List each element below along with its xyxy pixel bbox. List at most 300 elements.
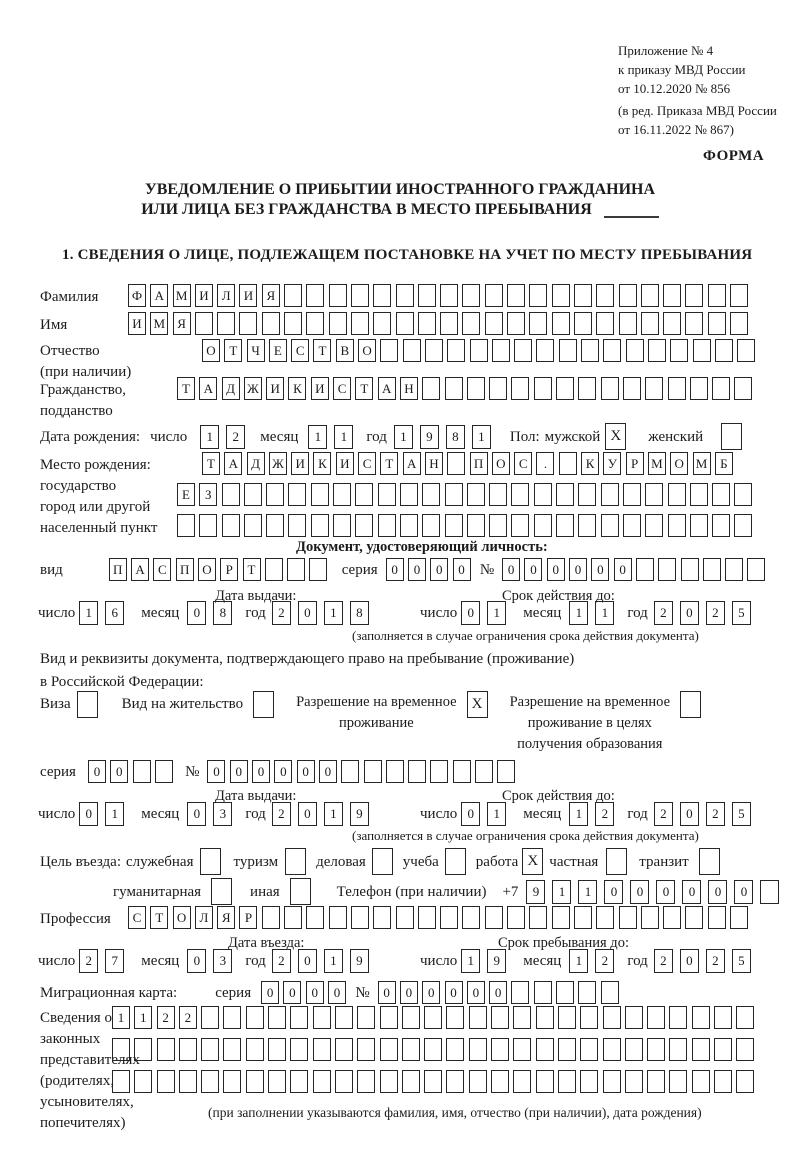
char-box[interactable] (424, 1006, 442, 1029)
char-box[interactable]: С (514, 452, 532, 475)
option-residence-permit-checkbox[interactable] (253, 691, 274, 718)
char-box[interactable] (485, 906, 503, 929)
char-box[interactable]: 1 (79, 601, 98, 625)
char-box[interactable] (364, 760, 382, 783)
char-box[interactable] (378, 514, 396, 537)
char-box[interactable]: 9 (350, 802, 369, 826)
char-box[interactable] (268, 1070, 286, 1093)
char-box[interactable]: 0 (400, 981, 418, 1004)
char-box[interactable] (262, 312, 280, 335)
char-box[interactable] (556, 377, 574, 400)
char-box[interactable]: И (195, 284, 213, 307)
char-box[interactable] (536, 1006, 554, 1029)
char-box[interactable] (647, 1038, 665, 1061)
char-box[interactable]: О (198, 558, 216, 581)
char-box[interactable]: 1 (324, 949, 343, 973)
char-box[interactable] (712, 377, 730, 400)
char-box[interactable] (222, 514, 240, 537)
char-box[interactable] (462, 312, 480, 335)
char-box[interactable] (670, 339, 688, 362)
char-box[interactable]: И (128, 312, 146, 335)
char-box[interactable] (157, 1070, 175, 1093)
char-box[interactable] (514, 339, 532, 362)
char-box[interactable] (268, 1006, 286, 1029)
char-box[interactable]: 1 (308, 425, 327, 449)
char-box[interactable] (507, 906, 525, 929)
char-box[interactable]: 2 (654, 949, 673, 973)
char-box[interactable] (690, 514, 708, 537)
char-box[interactable] (287, 558, 305, 581)
char-box[interactable] (424, 1038, 442, 1061)
char-box[interactable] (668, 377, 686, 400)
char-box[interactable]: 3 (213, 802, 232, 826)
char-box[interactable]: К (288, 377, 306, 400)
char-box[interactable] (734, 377, 752, 400)
char-box[interactable]: 2 (272, 802, 291, 826)
char-box[interactable]: 1 (578, 880, 597, 904)
char-box[interactable]: 5 (732, 802, 751, 826)
char-box[interactable] (467, 514, 485, 537)
char-box[interactable]: Р (239, 906, 257, 929)
char-box[interactable] (737, 339, 755, 362)
char-box[interactable] (400, 483, 418, 506)
char-box[interactable] (730, 906, 748, 929)
char-box[interactable] (556, 981, 574, 1004)
char-box[interactable] (306, 312, 324, 335)
char-box[interactable]: А (131, 558, 149, 581)
char-box[interactable] (693, 339, 711, 362)
char-box[interactable] (262, 906, 280, 929)
char-box[interactable]: . (536, 452, 554, 475)
char-box[interactable] (641, 284, 659, 307)
char-box[interactable] (559, 339, 577, 362)
char-box[interactable] (266, 483, 284, 506)
char-box[interactable]: 0 (734, 880, 753, 904)
char-box[interactable] (469, 1038, 487, 1061)
char-box[interactable]: И (266, 377, 284, 400)
char-box[interactable] (112, 1070, 130, 1093)
char-box[interactable]: 1 (487, 601, 506, 625)
char-box[interactable]: Л (195, 906, 213, 929)
char-box[interactable] (445, 377, 463, 400)
char-box[interactable] (626, 339, 644, 362)
char-box[interactable] (217, 312, 235, 335)
purpose-business-checkbox[interactable] (372, 848, 393, 875)
char-box[interactable]: 5 (732, 601, 751, 625)
char-box[interactable] (265, 558, 283, 581)
char-box[interactable] (489, 483, 507, 506)
char-box[interactable] (133, 760, 151, 783)
char-box[interactable] (491, 1070, 509, 1093)
char-box[interactable]: М (150, 312, 168, 335)
char-box[interactable] (309, 558, 327, 581)
char-box[interactable]: 6 (105, 601, 124, 625)
char-box[interactable] (596, 284, 614, 307)
sex-male-checkbox[interactable]: X (605, 423, 626, 450)
char-box[interactable]: 0 (569, 558, 587, 581)
char-box[interactable]: 0 (524, 558, 542, 581)
purpose-work-checkbox[interactable]: X (522, 848, 543, 875)
char-box[interactable]: З (199, 483, 217, 506)
char-box[interactable]: 2 (706, 802, 725, 826)
char-box[interactable] (708, 312, 726, 335)
char-box[interactable]: Я (217, 906, 235, 929)
char-box[interactable]: 1 (552, 880, 571, 904)
char-box[interactable] (601, 483, 619, 506)
char-box[interactable]: 2 (179, 1006, 197, 1029)
char-box[interactable] (492, 339, 510, 362)
char-box[interactable] (703, 558, 721, 581)
char-box[interactable]: 0 (614, 558, 632, 581)
char-box[interactable] (625, 1006, 643, 1029)
char-box[interactable] (497, 760, 515, 783)
char-box[interactable]: 0 (230, 760, 248, 783)
char-box[interactable] (736, 1070, 754, 1093)
char-box[interactable] (623, 377, 641, 400)
char-box[interactable] (558, 1070, 576, 1093)
char-box[interactable] (681, 558, 699, 581)
char-box[interactable] (462, 906, 480, 929)
char-box[interactable] (440, 312, 458, 335)
char-box[interactable] (470, 339, 488, 362)
char-box[interactable] (658, 558, 676, 581)
char-box[interactable]: Н (400, 377, 418, 400)
purpose-other-checkbox[interactable] (290, 878, 311, 905)
char-box[interactable] (333, 514, 351, 537)
char-box[interactable]: А (224, 452, 242, 475)
char-box[interactable] (396, 312, 414, 335)
char-box[interactable] (335, 1070, 353, 1093)
char-box[interactable]: 0 (408, 558, 426, 581)
char-box[interactable] (351, 284, 369, 307)
char-box[interactable] (692, 1070, 710, 1093)
char-box[interactable] (380, 1070, 398, 1093)
char-box[interactable] (747, 558, 765, 581)
char-box[interactable] (445, 483, 463, 506)
char-box[interactable]: 0 (274, 760, 292, 783)
char-box[interactable]: 0 (547, 558, 565, 581)
char-box[interactable]: Е (177, 483, 195, 506)
char-box[interactable]: 1 (461, 949, 480, 973)
char-box[interactable]: 9 (350, 949, 369, 973)
char-box[interactable] (134, 1038, 152, 1061)
char-box[interactable] (402, 1070, 420, 1093)
option-temp-residence-edu-checkbox[interactable] (680, 691, 701, 718)
char-box[interactable]: И (311, 377, 329, 400)
char-box[interactable] (306, 284, 324, 307)
char-box[interactable]: А (150, 284, 168, 307)
char-box[interactable] (534, 514, 552, 537)
char-box[interactable] (475, 760, 493, 783)
char-box[interactable] (223, 1038, 241, 1061)
char-box[interactable]: 0 (298, 949, 317, 973)
char-box[interactable]: 0 (298, 601, 317, 625)
char-box[interactable] (601, 514, 619, 537)
char-box[interactable] (692, 1006, 710, 1029)
char-box[interactable] (734, 514, 752, 537)
char-box[interactable]: Р (220, 558, 238, 581)
char-box[interactable]: 0 (328, 981, 346, 1004)
char-box[interactable] (647, 1070, 665, 1093)
char-box[interactable] (155, 760, 173, 783)
char-box[interactable] (223, 1070, 241, 1093)
char-box[interactable]: С (128, 906, 146, 929)
char-box[interactable]: 0 (252, 760, 270, 783)
char-box[interactable]: С (291, 339, 309, 362)
char-box[interactable] (446, 1070, 464, 1093)
char-box[interactable] (663, 284, 681, 307)
char-box[interactable]: 0 (461, 802, 480, 826)
char-box[interactable] (714, 1070, 732, 1093)
char-box[interactable] (341, 760, 359, 783)
char-box[interactable] (445, 514, 463, 537)
char-box[interactable] (663, 906, 681, 929)
char-box[interactable] (351, 312, 369, 335)
char-box[interactable] (529, 284, 547, 307)
char-box[interactable] (246, 1070, 264, 1093)
char-box[interactable]: Т (202, 452, 220, 475)
purpose-tourism-checkbox[interactable] (285, 848, 306, 875)
char-box[interactable] (581, 339, 599, 362)
char-box[interactable]: 1 (334, 425, 353, 449)
char-box[interactable] (536, 1070, 554, 1093)
char-box[interactable]: 8 (446, 425, 465, 449)
char-box[interactable]: Л (217, 284, 235, 307)
char-box[interactable] (239, 312, 257, 335)
char-box[interactable] (556, 483, 574, 506)
char-box[interactable]: С (333, 377, 351, 400)
char-box[interactable]: 0 (453, 558, 471, 581)
char-box[interactable]: 8 (213, 601, 232, 625)
char-box[interactable] (357, 1006, 375, 1029)
char-box[interactable] (290, 1070, 308, 1093)
char-box[interactable] (284, 312, 302, 335)
char-box[interactable] (425, 339, 443, 362)
char-box[interactable]: О (173, 906, 191, 929)
char-box[interactable] (559, 452, 577, 475)
char-box[interactable]: 9 (420, 425, 439, 449)
char-box[interactable] (373, 312, 391, 335)
char-box[interactable] (578, 981, 596, 1004)
char-box[interactable] (402, 1006, 420, 1029)
char-box[interactable]: И (336, 452, 354, 475)
char-box[interactable] (558, 1006, 576, 1029)
char-box[interactable]: Ж (269, 452, 287, 475)
char-box[interactable] (511, 981, 529, 1004)
char-box[interactable] (556, 514, 574, 537)
char-box[interactable] (335, 1038, 353, 1061)
char-box[interactable] (645, 483, 663, 506)
char-box[interactable] (668, 483, 686, 506)
char-box[interactable]: 0 (319, 760, 337, 783)
char-box[interactable] (625, 1070, 643, 1093)
char-box[interactable]: 2 (706, 601, 725, 625)
char-box[interactable] (511, 514, 529, 537)
char-box[interactable]: 1 (569, 802, 588, 826)
char-box[interactable]: С (153, 558, 171, 581)
char-box[interactable] (507, 312, 525, 335)
char-box[interactable] (513, 1070, 531, 1093)
char-box[interactable]: 2 (595, 802, 614, 826)
char-box[interactable]: 0 (461, 601, 480, 625)
char-box[interactable] (467, 483, 485, 506)
char-box[interactable] (396, 906, 414, 929)
purpose-transit-checkbox[interactable] (699, 848, 720, 875)
char-box[interactable] (578, 514, 596, 537)
char-box[interactable] (467, 377, 485, 400)
char-box[interactable] (552, 312, 570, 335)
char-box[interactable]: Д (247, 452, 265, 475)
char-box[interactable] (619, 312, 637, 335)
char-box[interactable] (603, 1006, 621, 1029)
char-box[interactable]: 1 (569, 601, 588, 625)
purpose-study-checkbox[interactable] (445, 848, 466, 875)
char-box[interactable] (351, 906, 369, 929)
char-box[interactable] (357, 1038, 375, 1061)
char-box[interactable]: Д (222, 377, 240, 400)
char-box[interactable] (708, 284, 726, 307)
char-box[interactable]: 1 (324, 601, 343, 625)
char-box[interactable] (373, 906, 391, 929)
char-box[interactable] (513, 1038, 531, 1061)
char-box[interactable] (195, 312, 213, 335)
char-box[interactable]: 2 (157, 1006, 175, 1029)
char-box[interactable] (284, 906, 302, 929)
char-box[interactable] (333, 483, 351, 506)
char-box[interactable]: Ч (247, 339, 265, 362)
char-box[interactable]: Т (243, 558, 261, 581)
char-box[interactable]: Н (425, 452, 443, 475)
sex-female-checkbox[interactable] (721, 423, 742, 450)
char-box[interactable] (179, 1038, 197, 1061)
char-box[interactable]: К (581, 452, 599, 475)
char-box[interactable] (422, 483, 440, 506)
char-box[interactable]: 2 (226, 425, 245, 449)
char-box[interactable] (244, 514, 262, 537)
char-box[interactable] (489, 514, 507, 537)
char-box[interactable] (201, 1038, 219, 1061)
char-box[interactable]: 9 (526, 880, 545, 904)
char-box[interactable]: А (199, 377, 217, 400)
char-box[interactable] (715, 339, 733, 362)
char-box[interactable]: 2 (272, 601, 291, 625)
char-box[interactable]: 3 (213, 949, 232, 973)
char-box[interactable]: У (603, 452, 621, 475)
char-box[interactable] (400, 514, 418, 537)
char-box[interactable]: С (358, 452, 376, 475)
char-box[interactable] (619, 906, 637, 929)
char-box[interactable]: Т (150, 906, 168, 929)
char-box[interactable] (558, 1038, 576, 1061)
char-box[interactable] (645, 377, 663, 400)
char-box[interactable] (223, 1006, 241, 1029)
char-box[interactable]: Т (224, 339, 242, 362)
char-box[interactable]: М (173, 284, 191, 307)
char-box[interactable] (446, 1038, 464, 1061)
char-box[interactable] (625, 1038, 643, 1061)
char-box[interactable] (647, 1006, 665, 1029)
char-box[interactable]: А (403, 452, 421, 475)
char-box[interactable] (222, 483, 240, 506)
char-box[interactable] (736, 1006, 754, 1029)
char-box[interactable] (685, 284, 703, 307)
char-box[interactable]: О (670, 452, 688, 475)
char-box[interactable] (491, 1038, 509, 1061)
char-box[interactable] (288, 483, 306, 506)
char-box[interactable]: Ж (244, 377, 262, 400)
char-box[interactable] (311, 483, 329, 506)
char-box[interactable]: 0 (110, 760, 128, 783)
char-box[interactable] (578, 377, 596, 400)
char-box[interactable] (201, 1006, 219, 1029)
char-box[interactable] (529, 312, 547, 335)
char-box[interactable]: 0 (88, 760, 106, 783)
char-box[interactable] (396, 284, 414, 307)
char-box[interactable] (603, 339, 621, 362)
char-box[interactable]: 0 (489, 981, 507, 1004)
char-box[interactable] (422, 377, 440, 400)
char-box[interactable] (485, 284, 503, 307)
char-box[interactable] (574, 906, 592, 929)
char-box[interactable]: 0 (604, 880, 623, 904)
char-box[interactable]: Я (173, 312, 191, 335)
char-box[interactable] (447, 452, 465, 475)
char-box[interactable] (668, 514, 686, 537)
char-box[interactable] (469, 1070, 487, 1093)
char-box[interactable]: П (176, 558, 194, 581)
char-box[interactable]: 1 (394, 425, 413, 449)
char-box[interactable] (685, 312, 703, 335)
char-box[interactable] (574, 312, 592, 335)
option-visa-checkbox[interactable] (77, 691, 98, 718)
char-box[interactable] (603, 1070, 621, 1093)
char-box[interactable] (736, 1038, 754, 1061)
char-box[interactable]: 0 (378, 981, 396, 1004)
char-box[interactable]: 1 (105, 802, 124, 826)
char-box[interactable]: Ф (128, 284, 146, 307)
char-box[interactable] (380, 339, 398, 362)
char-box[interactable] (580, 1006, 598, 1029)
char-box[interactable] (335, 1006, 353, 1029)
char-box[interactable] (641, 906, 659, 929)
char-box[interactable] (507, 284, 525, 307)
char-box[interactable]: 1 (134, 1006, 152, 1029)
char-box[interactable]: 0 (591, 558, 609, 581)
char-box[interactable] (623, 514, 641, 537)
char-box[interactable] (453, 760, 471, 783)
char-box[interactable] (708, 906, 726, 929)
char-box[interactable] (386, 760, 404, 783)
char-box[interactable] (284, 284, 302, 307)
char-box[interactable] (313, 1006, 331, 1029)
char-box[interactable] (513, 1006, 531, 1029)
char-box[interactable] (313, 1070, 331, 1093)
char-box[interactable] (636, 558, 654, 581)
char-box[interactable]: 2 (654, 601, 673, 625)
char-box[interactable]: К (313, 452, 331, 475)
char-box[interactable] (714, 1038, 732, 1061)
char-box[interactable] (552, 284, 570, 307)
char-box[interactable] (760, 880, 779, 904)
char-box[interactable] (268, 1038, 286, 1061)
char-box[interactable] (418, 312, 436, 335)
char-box[interactable]: П (470, 452, 488, 475)
char-box[interactable] (403, 339, 421, 362)
char-box[interactable]: Я (262, 284, 280, 307)
char-box[interactable] (730, 312, 748, 335)
char-box[interactable]: 0 (306, 981, 324, 1004)
char-box[interactable] (692, 1038, 710, 1061)
